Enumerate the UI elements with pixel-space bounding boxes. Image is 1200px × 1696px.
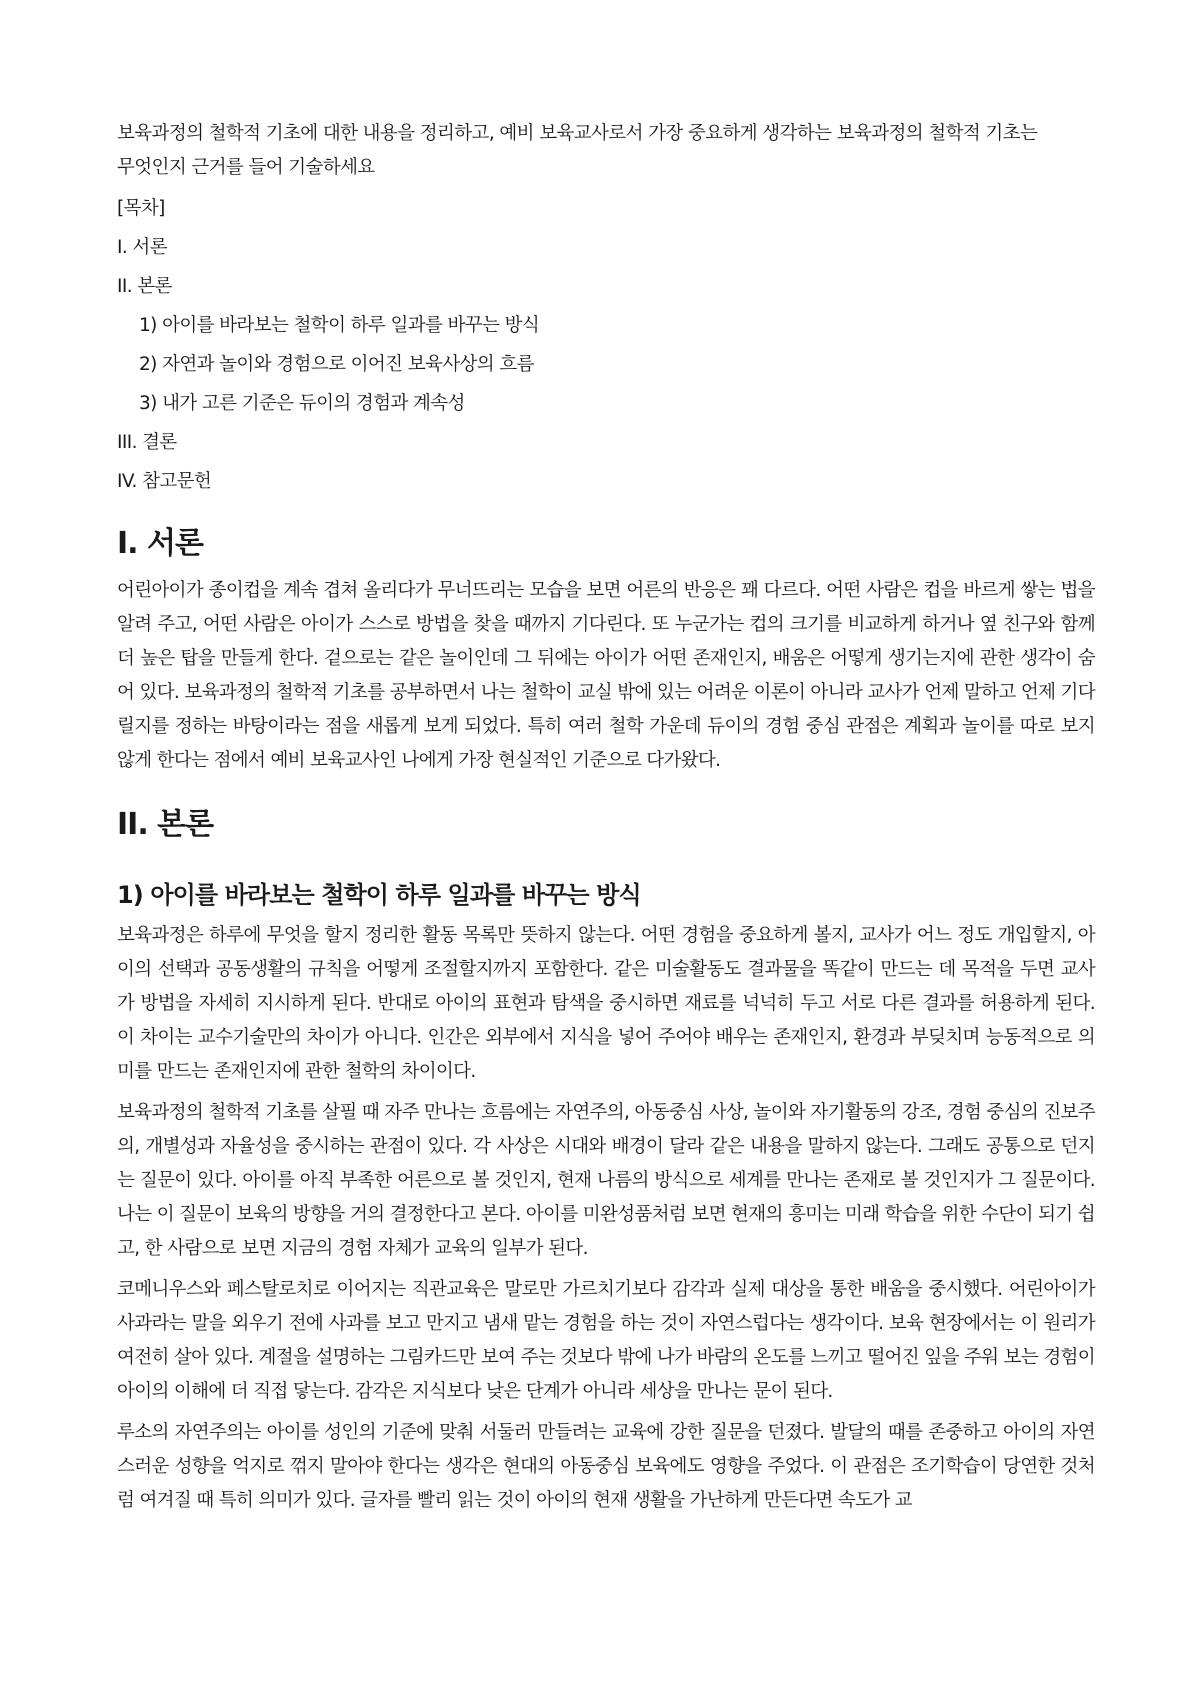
section-heading-body: II. 본론 xyxy=(117,807,214,842)
toc-subitem: 1) 아이를 바라보는 철학이 하루 일과를 바꾸는 방식 xyxy=(139,315,540,336)
body-paragraph: 보육과정은 하루에 무엇을 할지 정리한 활동 목록만 뜻하지 않는다. 어떤 경험을 중요하게 볼지, 교사가 어느 정도 개입할지, 아이의 선택과 공동생활의 규칙을 어떻게 조절할지까지 포함한다. 같은 미술활동도 결과물을 똑같이 만드는 데 목적을 두면 교사가 방법을 자세히 지시하게 된다. 반대로 아이의 표현과 탐색을 중시하면 재료를 넉넉히 두고 서로 다른 결과를 허용하게 된다. 이 차이는 교수기술만의 차이가 아니다. 인간은 외부에서 지식을 넣어 주어야 배우는 존재인지, 환경과 부딪치며 능동적으로 의미를 만드는 존재인지에 관한 철학의 차이이다. xyxy=(117,925,1095,1082)
toc-subitem: 2) 자연과 놀이와 경험으로 이어진 보육사상의 흐름 xyxy=(139,354,534,375)
toc-item: II. 본론 xyxy=(117,276,172,297)
toc-heading: [목차] xyxy=(117,198,165,219)
subsection-heading: 1) 아이를 바라보는 철학이 하루 일과를 바꾸는 방식 xyxy=(117,881,641,909)
body-paragraph: 보육과정의 철학적 기초를 살필 때 자주 만나는 흐름에는 자연주의, 아동중심 사상, 놀이와 자기활동의 강조, 경험 중심의 진보주의, 개별성과 자율성을 중시하는 관점이 있다. 각 사상은 시대와 배경이 달라 같은 내용을 말하지 않는다. 그래도 공통으로 던지는 질문이 있다. 아이를 아직 부족한 어른으로 볼 것인지, 현재 나름의 방식으로 세계를 만나는 존재로 볼 것인지가 그 질문이다. 나는 이 질문이 보육의 방향을 거의 결정한다고 본다. 아이를 미완성품처럼 보면 현재의 흥미는 미래 학습을 위한 수단이 되기 쉽고, 한 사람으로 보면 지금의 경험 자체가 교육의 일부가 된다. xyxy=(117,1102,1095,1259)
toc-item: IV. 참고문헌 xyxy=(117,471,212,492)
table-of-contents xyxy=(117,195,1095,495)
section-heading-intro: I. 서론 xyxy=(117,526,203,561)
toc-subitem: 3) 내가 고른 기준은 듀이의 경험과 계속성 xyxy=(139,393,465,414)
toc-item: I. 서론 xyxy=(117,237,167,258)
body-paragraph: 루소의 자연주의는 아이를 성인의 기준에 맞춰 서둘러 만들려는 교육에 강한 질문을 던졌다. 발달의 때를 존중하고 아이의 자연스러운 성향을 억지로 꺾지 말아야 한다는 생각은 현대의 아동중심 보육에도 영향을 주었다. 이 관점은 조기학습이 당연한 것처럼 여겨질 때 특히 의미가 있다. 글자를 빨리 읽는 것이 아이의 현재 생활을 가난하게 만든다면 속도가 교 xyxy=(117,1422,1095,1511)
document-page xyxy=(117,117,1095,1525)
toc-item: III. 결론 xyxy=(117,432,177,453)
body-paragraph: 코메니우스와 페스탈로치로 이어지는 직관교육은 말로만 가르치기보다 감각과 실제 대상을 통한 배움을 중시했다. 어린아이가 사과라는 말을 외우기 전에 사과를 보고 만지고 냄새 맡는 경험을 하는 것이 자연스럽다는 생각이다. 보육 현장에서는 이 원리가 여전히 살아 있다. 계절을 설명하는 그림카드만 보여 주는 것보다 밖에 나가 바람의 온도를 느끼고 떨어진 잎을 주워 보는 경험이 아이의 이해에 더 직접 닿는다. 감각은 지식보다 낮은 단계가 아니라 세상을 만나는 문이 된다. xyxy=(117,1279,1095,1402)
intro-paragraph: 어린아이가 종이컵을 계속 겹쳐 올리다가 무너뜨리는 모습을 보면 어른의 반응은 꽤 다르다. 어떤 사람은 컵을 바르게 쌓는 법을 알려 주고, 어떤 사람은 아이가 스스로 방법을 찾을 때까지 기다린다. 또 누군가는 컵의 크기를 비교하게 하거나 옆 친구와 함께 더 높은 탑을 만들게 한다. 겉으로는 같은 놀이인데 그 뒤에는 아이가 어떤 존재인지, 배움은 어떻게 생기는지에 관한 생각이 숨어 있다. 보육과정의 철학적 기초를 공부하면서 나는 철학이 교실 밖에 있는 어려운 이론이 아니라 교사가 언제 말하고 언제 기다릴지를 정하는 바탕이라는 점을 새롭게 보게 되었다. 특히 여러 철학 가운데 듀이의 경험 중심 관점은 계획과 놀이를 따로 보지 않게 한다는 점에서 예비 보육교사인 나에게 가장 현실적인 기준으로 다가왔다. xyxy=(117,580,1095,771)
assignment-prompt: 보육과정의 철학적 기초에 대한 내용을 정리하고, 예비 보육교사로서 가장 중요하게 생각하는 보육과정의 철학적 기초는 무엇인지 근거를 들어 기술하세요 xyxy=(117,123,1038,178)
